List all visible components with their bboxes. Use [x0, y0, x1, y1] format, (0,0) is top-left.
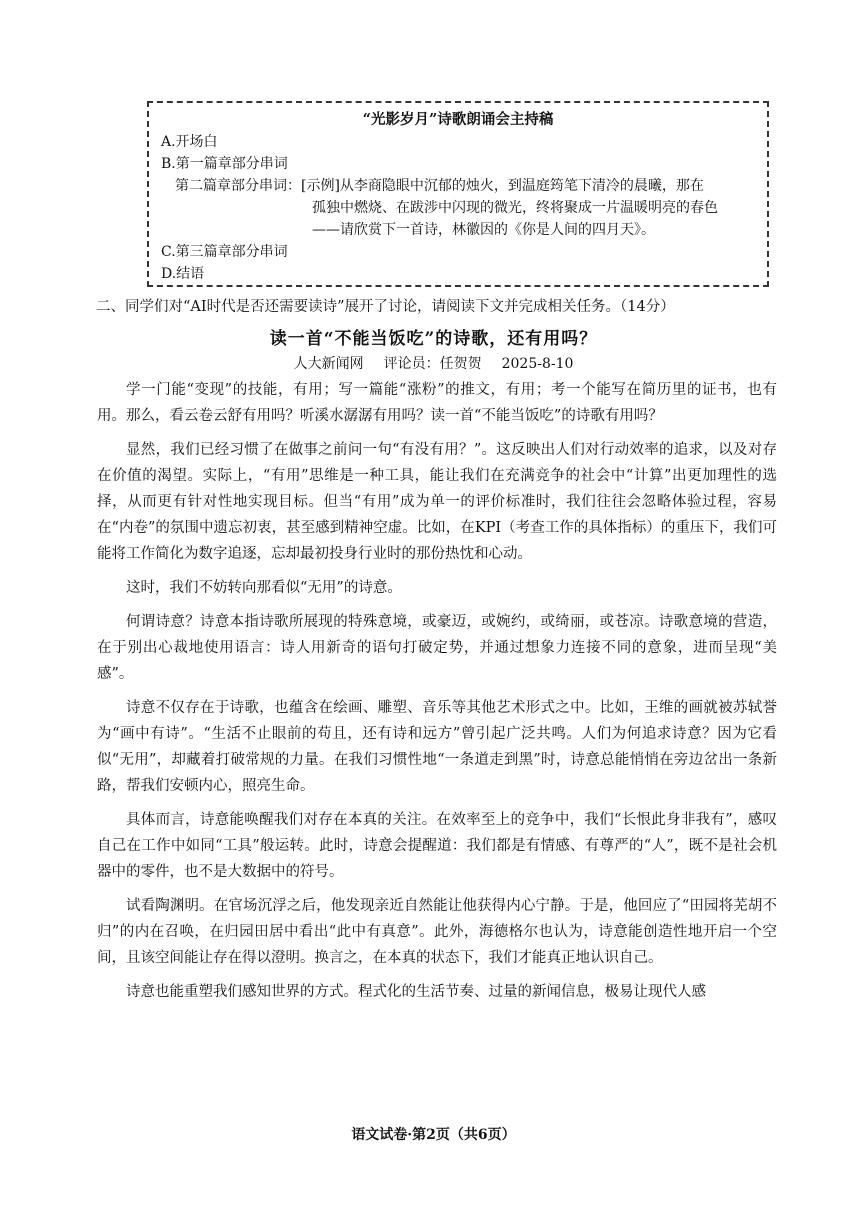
article-date: 2025-8-10	[501, 356, 574, 372]
box-item-a: A.开场白	[161, 134, 218, 150]
paragraph-8: 诗意也能重塑我们感知世界的方式。程式化的生活节奏、过量的新闻信息，极易让现代人感	[126, 984, 706, 1000]
box-item-b2-line2: 孤独中燃烧、在跋涉中闪现的微光，终将聚成一片温暖明亮的春色	[312, 200, 718, 216]
paragraph-6: 具体而言，诗意能唤醒我们对存在本真的关注。在效率至上的竞争中，我们“长恨此身非我有”，感叹自己在工作中如同“工具”般运转。此时，诗意会提醒道：我们都是有情感、有尊严的“人”，既不是社会机器中的零件，也不是大数据中的符号。	[97, 812, 777, 880]
article-source: 人大新闻网	[293, 356, 364, 372]
box-item-b: B.第一篇章部分串词	[161, 156, 288, 172]
article-author: 评论员：任贺贺	[383, 356, 482, 372]
box-item-d: D.结语	[161, 266, 205, 282]
paragraph-1: 学一门能“变现”的技能，有用；写一篇能“涨粉”的推文，有用；考一个能写在简历里的证书，也有用。那么，看云卷云舒有用吗？听溪水潺潺有用吗？读一首“不能当饭吃”的诗歌有用吗？	[97, 382, 777, 424]
page-footer: 语文试卷·第2页（共6页）	[351, 1127, 516, 1143]
host-script-box	[147, 101, 769, 287]
paragraph-3: 这时，我们不妨转向那看似“无用”的诗意。	[126, 580, 402, 596]
box-item-b2-label: 第二篇章部分串词：	[175, 178, 301, 194]
paragraph-5: 诗意不仅存在于诗歌，也蕴含在绘画、雕塑、音乐等其他艺术形式之中。比如，王维的画就被苏轼誉为“画中有诗”。“生活不止眼前的苟且，还有诗和远方”曾引起广泛共鸣。人们为何追求诗意？因为它看似“无用”，却藏着打破常规的力量。在我们习惯性地“一条道走到黑”时，诗意总能悄悄在旁边岔出一条新路，帮我们安顿内心，照亮生命。	[97, 700, 777, 794]
paragraph-4: 何谓诗意？诗意本指诗歌所展现的特殊意境，或豪迈，或婉约，或绮丽，或苍凉。诗歌意境的营造，在于别出心裁地使用语言：诗人用新奇的语句打破定势，并通过想象力连接不同的意象，进而呈现“美感”。	[97, 614, 777, 682]
box-title: “光影岁月”诗歌朗诵会主持稿	[362, 111, 554, 128]
box-item-b2-line1: [示例]从李商隐眼中沉郁的烛火，到温庭筠笔下清冷的晨曦，那在	[301, 178, 704, 194]
box-item-b2-line3: ——请欣赏下一首诗，林徽因的《你是人间的四月天》。	[312, 222, 655, 238]
section-question: 二、同学们对“AI时代是否还需要读诗”展开了讨论，请阅读下文并完成相关任务。（14分）	[96, 299, 675, 315]
paragraph-7: 试看陶渊明。在官场沉浮之后，他发现亲近自然能让他获得内心宁静。于是，他回应了“田园将芜胡不归”的内在召唤，在归园田居中看出“此中有真意”。此外，海德格尔也认为，诗意能创造性地开启一个空间，且该空间能让存在得以澄明。换言之，在本真的状态下，我们才能真正地认识自己。	[97, 898, 777, 966]
article-byline	[0, 353, 867, 373]
paragraph-2: 显然，我们已经习惯了在做事之前问一句“有没有用？”。这反映出人们对行动效率的追求，以及对存在价值的渴望。实际上，“有用”思维是一种工具，能让我们在充满竞争的社会中“计算”出更加理性的选择，从而更有针对性地实现目标。但当“有用”成为单一的评价标准时，我们往往会忽略体验过程，容易在“内卷”的氛围中遗忘初衷，甚至感到精神空虚。比如，在KPI（考查工作的具体指标）的重压下，我们可能将工作简化为数字追逐，忘却最初投身行业时的那份热忱和心动。	[97, 442, 777, 562]
box-item-b2	[161, 175, 755, 197]
article-body	[97, 377, 777, 1013]
box-item-c: C.第三篇章部分串词	[161, 244, 288, 260]
article-title: 读一首“不能当饭吃”的诗歌，还有用吗？	[269, 329, 598, 349]
